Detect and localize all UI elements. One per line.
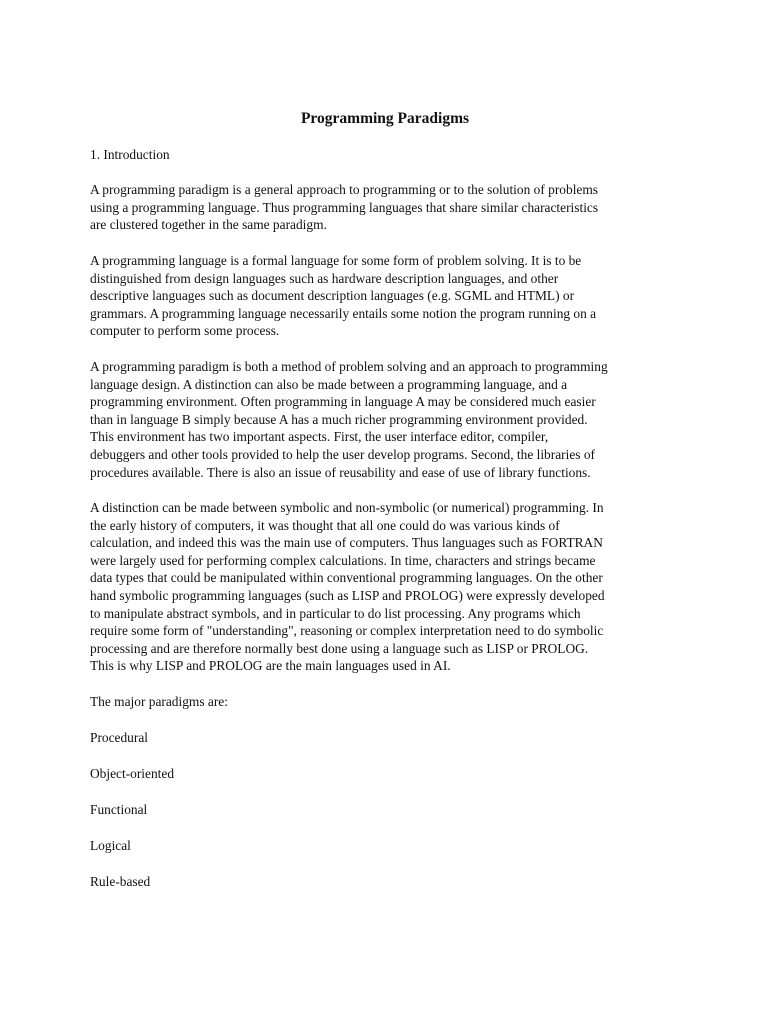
paradigm-list-intro: The major paradigms are: (90, 694, 228, 710)
paradigm-item: Rule-based (90, 873, 151, 889)
paragraph-line: calculation, and indeed this was the main use of computers. Thus languages such as FORTRAN (90, 535, 603, 551)
paragraph-line: A programming paradigm is a general approach to programming or to the solution of problems (90, 182, 598, 198)
paradigm-item: Object-oriented (90, 765, 175, 781)
paragraph-line: A programming paradigm is both a method of problem solving and an approach to programming (90, 358, 608, 374)
paragraph-line: to manipulate abstract symbols, and in particular to do list processing. Any programs which (90, 605, 581, 621)
paradigm-list (90, 729, 680, 891)
paragraph-line: language design. A distinction can also be made between a programming language, and a (90, 376, 568, 392)
paragraph-line: programming environment. Often programming in language A may be considered much easier (90, 394, 596, 410)
paragraph-line: A programming language is a formal language for some form of problem solving. It is to be (90, 252, 582, 268)
document-page (90, 110, 680, 909)
paragraph-4 (90, 499, 680, 675)
paragraph-1 (90, 181, 680, 234)
paragraph-line: descriptive languages such as document description languages (e.g. SGML and HTML) or (90, 288, 575, 304)
paradigm-item: Logical (90, 837, 131, 853)
paradigm-item: Procedural (90, 729, 149, 745)
paragraph-line: the early history of computers, it was thought that all one could do was various kinds of (90, 517, 560, 533)
paragraph-line: grammars. A programming language necessarily entails some notion the program running on a (90, 305, 597, 321)
paragraph-line: procedures available. There is also an issue of reusability and ease of use of library functions. (90, 464, 591, 480)
paradigm-item: Functional (90, 801, 148, 817)
paragraph-line: debuggers and other tools provided to help the user develop programs. Second, the libraries of (90, 446, 595, 462)
paragraph-line: This is why LISP and PROLOG are the main languages used in AI. (90, 658, 451, 674)
paragraph-line: were largely used for performing complex calculations. In time, characters and strings became (90, 552, 596, 568)
paragraph-line: processing and are therefore normally best done using a language such as LISP or PROLOG. (90, 640, 589, 656)
paragraph-line: data types that could be manipulated within conventional programming languages. On the other (90, 570, 603, 586)
document-title: Programming Paradigms (300, 110, 470, 127)
paragraph-line: hand symbolic programming languages (such as LISP and PROLOG) were expressly developed (90, 588, 605, 604)
paragraph-3 (90, 358, 680, 481)
paragraph-line: than in language B simply because A has a much richer programming environment provided. (90, 411, 588, 427)
paragraph-2 (90, 252, 680, 340)
paragraph-line: computer to perform some process. (90, 323, 280, 339)
paragraph-line: distinguished from design languages such as hardware description languages, and other (90, 270, 559, 286)
paragraph-line: using a programming language. Thus programming languages that share similar characteristics (90, 199, 599, 215)
section-heading: 1. Introduction (90, 146, 170, 162)
paragraph-line: are clustered together in the same paradigm. (90, 217, 327, 233)
paragraph-line: This environment has two important aspects. First, the user interface editor, compiler, (90, 429, 549, 445)
paragraph-line: require some form of "understanding", reasoning or complex interpretation need to do symbolic (90, 623, 604, 639)
paragraph-line: A distinction can be made between symbolic and non-symbolic (or numerical) programming. In (90, 500, 604, 516)
